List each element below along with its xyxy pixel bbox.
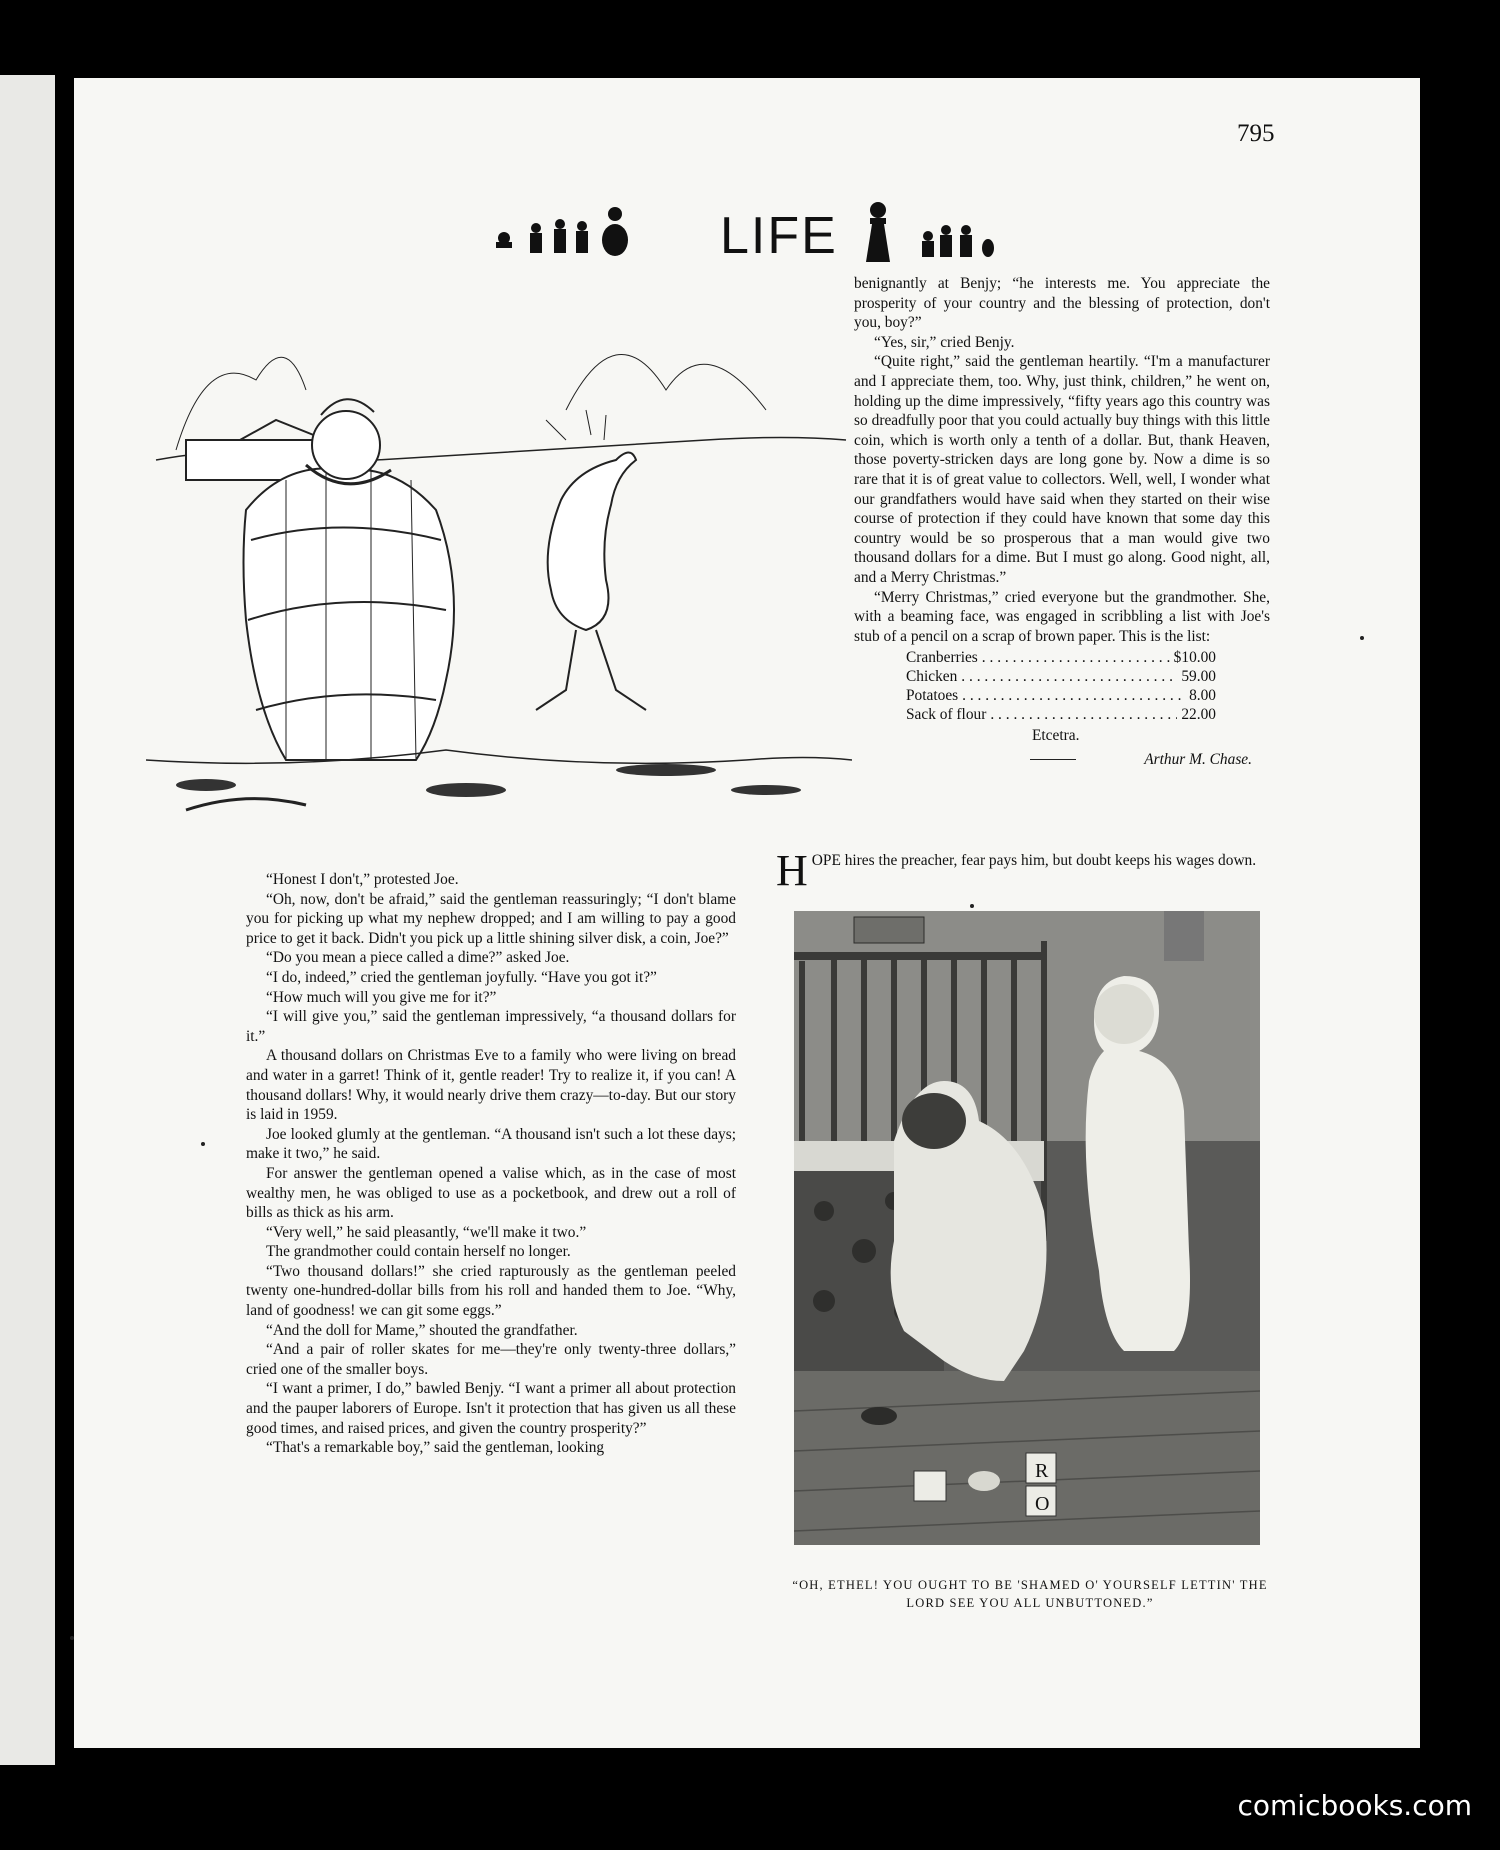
margin-dot bbox=[70, 1636, 74, 1640]
margin-dot bbox=[970, 904, 974, 908]
story-left-column bbox=[246, 870, 736, 1458]
right-figures-icon bbox=[866, 202, 994, 262]
story-paragraph: “Two thousand dollars!” she cried rapturously as the gentleman peeled twenty one-hundred-dollar bills from his roll and handed them to Joe. “Why, land of goodness! we can git some eggs.” bbox=[246, 1262, 736, 1320]
list-etcetera: Etcetra. bbox=[1032, 727, 1080, 745]
masthead-title: LIFE bbox=[720, 207, 838, 265]
story-paragraph: “And the doll for Mame,” shouted the grandfather. bbox=[266, 1321, 578, 1339]
story-paragraph: “Very well,” he said pleasantly, “we'll make it two.” bbox=[266, 1223, 587, 1241]
author-signature-line bbox=[854, 750, 1270, 770]
left-page-edge bbox=[0, 75, 55, 1765]
signature-rule bbox=[1030, 759, 1076, 760]
site-watermark: comicbooks.com bbox=[1237, 1789, 1472, 1822]
list-item: Potatoes . . . 8.00 bbox=[906, 686, 1216, 705]
story-paragraph: For answer the gentleman opened a valise which, as in the case of most wealthy men, he was obliged to use as a pocketbook, and drew out a roll of bills as thick as his arm. bbox=[246, 1164, 736, 1222]
list-item: Cranberries . . . $10.00 bbox=[906, 648, 1216, 667]
story-paragraph: “Yes, sir,” cried Benjy. bbox=[874, 333, 1015, 351]
story-paragraph: “I want a primer, I do,” bawled Benjy. “I want a primer all about protection and the pauper laborers of Europe. Isn't it protection that has given us all these good times, and raised prices, and given the country prosperity?” bbox=[246, 1380, 736, 1437]
epigram bbox=[776, 846, 1270, 895]
left-figures-icon bbox=[496, 207, 628, 256]
grocery-list bbox=[906, 648, 1216, 724]
block-letter-o: O bbox=[1035, 1493, 1050, 1515]
list-item: Sack of flour . . . 22.00 bbox=[906, 705, 1216, 724]
story-paragraph: “How much will you give me for it?” bbox=[266, 988, 497, 1006]
margin-dot bbox=[201, 1142, 205, 1146]
story-paragraph: “I will give you,” said the gentleman impressively, “a thousand dollars for it.” bbox=[246, 1008, 736, 1045]
photo-caption: “OH, ETHEL! YOU OUGHT TO BE 'SHAMED O' YOURSELF LETTIN' THE LORD SEE YOU ALL UNBUTTONED.” bbox=[792, 1578, 1268, 1610]
story-paragraph: “Merry Christmas,” cried everyone but the grandmother. She, with a beaming face, was engaged in scribbling a list with Joe's stub of a pencil on a scrap of brown paper. This is the list: bbox=[854, 588, 1270, 645]
children-bedside-photo bbox=[794, 911, 1260, 1545]
barrel-cartoon-illustration bbox=[146, 290, 852, 850]
story-paragraph: Joe looked glumly at the gentleman. “A thousand isn't such a lot these days; make it two,” he said. bbox=[246, 1125, 736, 1163]
epigram-text: OPE hires the preacher, fear pays him, but doubt keeps his wages down. bbox=[811, 852, 1257, 869]
margin-dot bbox=[1360, 636, 1364, 640]
story-paragraph: “Do you mean a piece called a dime?” asked Joe. bbox=[266, 949, 570, 967]
drop-cap: H bbox=[776, 846, 808, 895]
story-paragraph: The grandmother could contain herself no longer. bbox=[266, 1243, 571, 1261]
story-paragraph: “Honest I don't,” protested Joe. bbox=[266, 871, 459, 888]
page-number: 795 bbox=[1237, 120, 1275, 147]
author-name: Arthur M. Chase. bbox=[1144, 750, 1252, 768]
story-paragraph: “Oh, now, don't be afraid,” said the gentleman reassuringly; “I don't blame you for picking up what my nephew dropped; and I am willing to pay a good price to get it back. Didn't you pick up a little shining silver disk, a coin, Joe?” bbox=[246, 890, 736, 947]
story-paragraph: benignantly at Benjy; “he interests me. You appreciate the prosperity of your country and the blessing of protection, don't you, boy?” bbox=[854, 275, 1270, 332]
story-paragraph: A thousand dollars on Christmas Eve to a family who were living on bread and water in a garret! Think of it, gentle reader! Try to realize it, if you can! A thousand dollars! Why, it would nearly drive them crazy—to-day. But our story is laid in 1959. bbox=[246, 1047, 736, 1124]
story-paragraph: “That's a remarkable boy,” said the gentleman, looking bbox=[266, 1439, 605, 1457]
story-paragraph: “And a pair of roller skates for me—they're only twenty-three dollars,” cried one of the smaller boys. bbox=[246, 1341, 736, 1378]
story-right-column bbox=[854, 274, 1270, 769]
story-paragraph: “Quite right,” said the gentleman heartily. “I'm a manufacturer and I appreciate them, too. Why, just think, children,” he went on, holding up the dime impressively, “fifty years ago this country was so dreadfully poor that you could actually buy things with this little coin, which is worth only a tenth of a dollar. But, thank Heaven, those poverty-stricken days are long gone by. Now a dime is so rare that it is of great value to collectors. Well, well, I wonder what our grandfathers would have said when they started on their wise course of protection if they could have known that some day this country would be so prosperous that a man would give two thousand dollars for a dime. But I must go along. Good night, all, and a Merry Christmas.” bbox=[854, 353, 1270, 586]
block-letter-r: R bbox=[1035, 1460, 1049, 1482]
story-paragraph: “I do, indeed,” cried the gentleman joyfully. “Have you got it?” bbox=[266, 968, 657, 986]
list-item: Chicken . . . 59.00 bbox=[906, 667, 1216, 686]
